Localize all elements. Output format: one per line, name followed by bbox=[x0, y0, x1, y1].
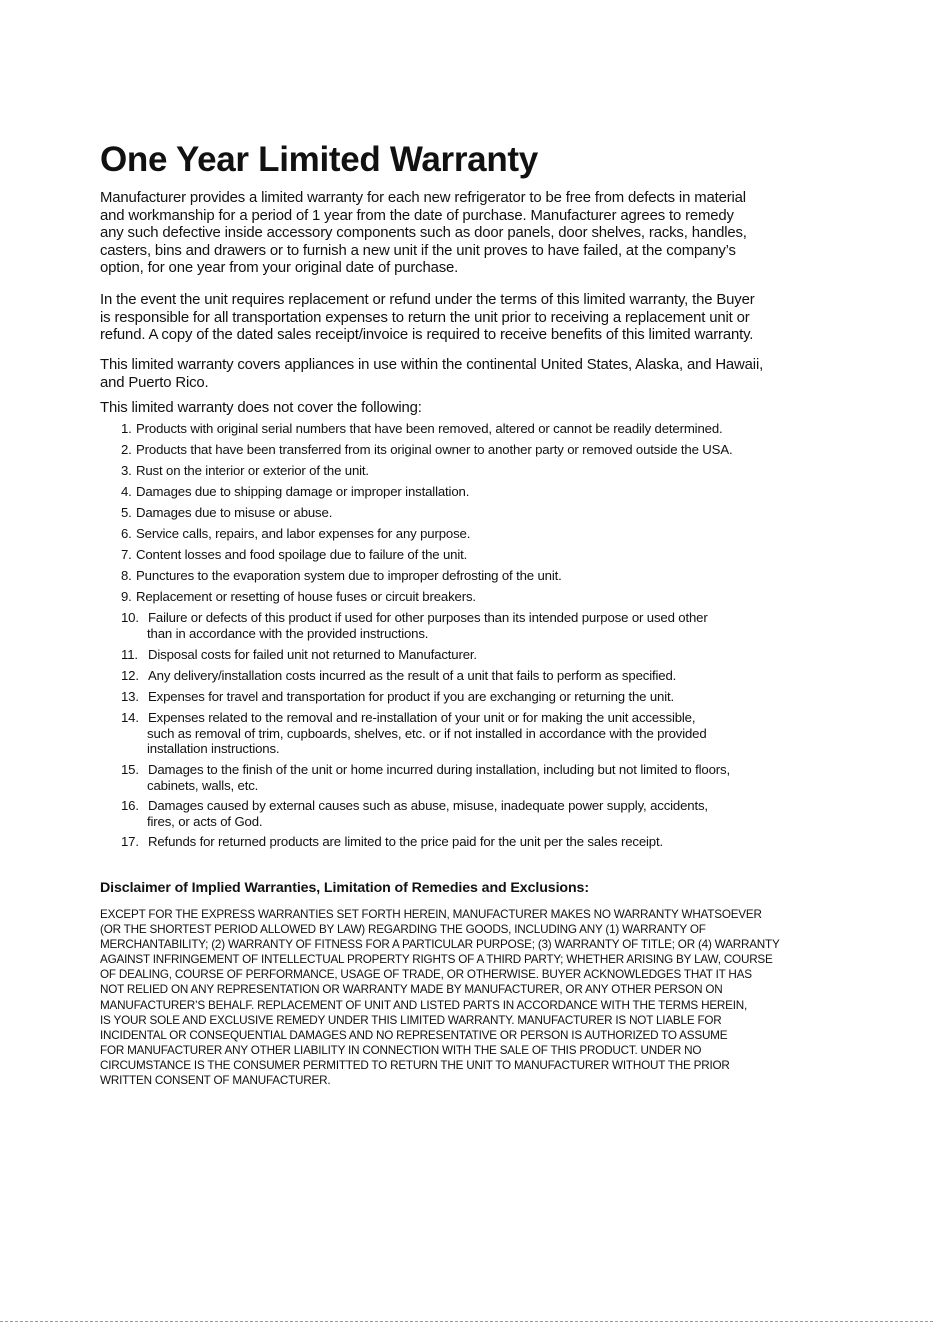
exclusion-text: Rust on the interior or exterior of the unit. bbox=[136, 463, 369, 478]
disclaimer-line: MANUFACTURER’S BEHALF. REPLACEMENT OF UNIT AND LISTED PARTS IN ACCORDANCE WITH THE TERMS HEREIN, bbox=[100, 998, 748, 1012]
exclusion-item bbox=[121, 505, 332, 521]
exclusion-item bbox=[121, 610, 708, 641]
exclusion-text: installation instructions. bbox=[147, 741, 280, 756]
exclusion-number: 17. bbox=[121, 834, 139, 849]
replacement-refund-paragraph bbox=[100, 292, 835, 345]
exclusion-number: 10. bbox=[121, 610, 139, 625]
exclusion-text: Replacement or resetting of house fuses or circuit breakers. bbox=[136, 589, 476, 604]
exclusion-item bbox=[121, 484, 469, 500]
exclusion-text: Service calls, repairs, and labor expenses for any purpose. bbox=[136, 526, 471, 541]
exclusion-number: 8. bbox=[121, 568, 132, 583]
paragraph-line: Manufacturer provides a limited warranty for each new refrigerator to be free from defects in material bbox=[100, 190, 746, 206]
exclusion-item bbox=[121, 834, 663, 850]
disclaimer-text bbox=[100, 907, 780, 1088]
exclusion-item bbox=[121, 762, 730, 793]
exclusion-text: Refunds for returned products are limited to the price paid for the unit per the sales receipt. bbox=[148, 834, 664, 849]
paragraph-line: option, for one year from your original date of purchase. bbox=[100, 260, 459, 276]
page-title: One Year Limited Warranty bbox=[100, 140, 538, 179]
exclusion-item bbox=[121, 689, 674, 705]
paragraph-line: and Puerto Rico. bbox=[100, 374, 209, 391]
exclusion-text: Any delivery/installation costs incurred as the result of a unit that fails to perform as specified. bbox=[148, 668, 677, 683]
coverage-area-paragraph bbox=[100, 357, 835, 392]
exclusion-number: 1. bbox=[121, 421, 132, 436]
exclusion-item bbox=[121, 668, 676, 684]
disclaimer-line: OF DEALING, COURSE OF PERFORMANCE, USAGE OF TRADE, OR OTHERWISE. BUYER ACKNOWLEDGES THAT IT HAS bbox=[100, 968, 752, 982]
exclusion-number: 9. bbox=[121, 589, 132, 604]
page-bottom-divider bbox=[0, 1321, 933, 1322]
disclaimer-heading: Disclaimer of Implied Warranties, Limitation of Remedies and Exclusions: bbox=[100, 880, 589, 896]
exclusion-number: 13. bbox=[121, 689, 139, 704]
exclusion-text: Disposal costs for failed unit not returned to Manufacturer. bbox=[148, 647, 477, 662]
exclusion-item bbox=[121, 589, 476, 605]
disclaimer-line: INCIDENTAL OR CONSEQUENTIAL DAMAGES AND NO REPRESENTATIVE OR PERSON IS AUTHORIZED TO ASSUME bbox=[100, 1028, 728, 1042]
exclusion-text: Expenses related to the removal and re-installation of your unit or for making the unit accessible, bbox=[148, 710, 696, 725]
disclaimer-line: CIRCUMSTANCE IS THE CONSUMER PERMITTED TO RETURN THE UNIT TO MANUFACTURER WITHOUT THE PRIOR bbox=[100, 1058, 730, 1072]
exclusion-item bbox=[121, 463, 369, 479]
disclaimer-line: FOR MANUFACTURER ANY OTHER LIABILITY IN CONNECTION WITH THE SALE OF THIS PRODUCT. UNDER NO bbox=[100, 1043, 702, 1057]
paragraph-line: is responsible for all transportation expenses to return the unit prior to receiving a replacement unit or bbox=[100, 309, 750, 326]
exclusion-text: Products with original serial numbers that have been removed, altered or cannot be readily determined. bbox=[136, 421, 723, 436]
paragraph-line: any such defective inside accessory components such as door panels, door shelves, racks, handles, bbox=[100, 225, 747, 241]
exclusion-number: 15. bbox=[121, 762, 139, 777]
warranty-intro-paragraph bbox=[100, 190, 835, 278]
disclaimer-line: EXCEPT FOR THE EXPRESS WARRANTIES SET FORTH HEREIN, MANUFACTURER MAKES NO WARRANTY WHATSOEVER bbox=[100, 908, 762, 921]
disclaimer-line: NOT RELIED ON ANY REPRESENTATION OR WARRANTY MADE BY MANUFACTURER, OR ANY OTHER PERSON ON bbox=[100, 983, 723, 997]
exclusions-intro bbox=[100, 400, 835, 418]
exclusion-item bbox=[121, 710, 707, 757]
exclusion-number: 4. bbox=[121, 484, 132, 499]
paragraph-line: This limited warranty covers appliances in use within the continental United States, Alaska, and Hawaii, bbox=[100, 357, 764, 373]
exclusion-item bbox=[121, 421, 723, 437]
exclusion-item bbox=[121, 798, 708, 829]
disclaimer-line: IS YOUR SOLE AND EXCLUSIVE REMEDY UNDER THIS LIMITED WARRANTY. MANUFACTURER IS NOT LIABLE FOR bbox=[100, 1013, 722, 1027]
paragraph-line: and workmanship for a period of 1 year from the date of purchase. Manufacturer agrees to remedy bbox=[100, 207, 734, 224]
exclusion-text: Products that have been transferred from its original owner to another party or removed outside the USA. bbox=[136, 442, 733, 457]
exclusion-text: cabinets, walls, etc. bbox=[147, 777, 259, 793]
exclusion-item bbox=[121, 647, 477, 663]
disclaimer-line: AGAINST INFRINGEMENT OF INTELLECTUAL PROPERTY RIGHTS OF A THIRD PARTY; WHETHER ARISING BY LAW, COURSE bbox=[100, 953, 773, 967]
paragraph-line: In the event the unit requires replacement or refund under the terms of this limited warranty, the Buyer bbox=[100, 292, 755, 308]
exclusion-text: Damages due to shipping damage or improper installation. bbox=[136, 484, 470, 499]
paragraph-line: casters, bins and drawers or to furnish a new unit if the unit proves to have failed, at the company’s bbox=[100, 242, 736, 259]
exclusion-text: than in accordance with the provided instructions. bbox=[147, 625, 429, 641]
exclusion-text: Damages caused by external causes such as abuse, misuse, inadequate power supply, accidents, bbox=[148, 798, 708, 813]
exclusion-number: 14. bbox=[121, 710, 139, 725]
exclusion-text: fires, or acts of God. bbox=[147, 813, 263, 829]
exclusion-text: Expenses for travel and transportation for product if you are exchanging or returning the unit. bbox=[148, 689, 675, 704]
exclusion-item bbox=[121, 442, 732, 458]
disclaimer-line: (OR THE SHORTEST PERIOD ALLOWED BY LAW) REGARDING THE GOODS, INCLUDING ANY (1) WARRANTY OF bbox=[100, 923, 706, 937]
exclusion-item bbox=[121, 526, 470, 542]
exclusion-number: 6. bbox=[121, 526, 132, 541]
exclusion-number: 3. bbox=[121, 463, 132, 478]
exclusion-number: 5. bbox=[121, 505, 132, 520]
exclusion-number: 16. bbox=[121, 798, 139, 813]
disclaimer-line: WRITTEN CONSENT OF MANUFACTURER. bbox=[100, 1074, 331, 1088]
disclaimer-line: MERCHANTABILITY; (2) WARRANTY OF FITNESS FOR A PARTICULAR PURPOSE; (3) WARRANTY OF TITLE; OR (4) WARRANTY bbox=[100, 938, 780, 952]
exclusion-text: Content losses and food spoilage due to failure of the unit. bbox=[136, 547, 468, 562]
exclusion-text: such as removal of trim, cupboards, shelves, etc. or if not installed in accordance with the provided bbox=[147, 725, 707, 741]
exclusion-number: 11. bbox=[121, 647, 138, 662]
exclusion-text: Damages to the finish of the unit or home incurred during installation, including but not limited to floors, bbox=[148, 762, 730, 777]
exclusion-text: Failure or defects of this product if used for other purposes than its intended purpose or used other bbox=[148, 610, 708, 625]
exclusion-item bbox=[121, 547, 467, 563]
exclusion-text: Damages due to misuse or abuse. bbox=[136, 505, 333, 520]
paragraph-line: This limited warranty does not cover the following: bbox=[100, 400, 422, 416]
exclusion-number: 12. bbox=[121, 668, 139, 683]
exclusion-number: 2. bbox=[121, 442, 132, 457]
exclusion-text: Punctures to the evaporation system due to improper defrosting of the unit. bbox=[136, 568, 562, 583]
paragraph-line: refund. A copy of the dated sales receipt/invoice is required to receive benefits of this limited warranty. bbox=[100, 327, 754, 343]
exclusion-number: 7. bbox=[121, 547, 132, 562]
exclusion-item bbox=[121, 568, 562, 584]
